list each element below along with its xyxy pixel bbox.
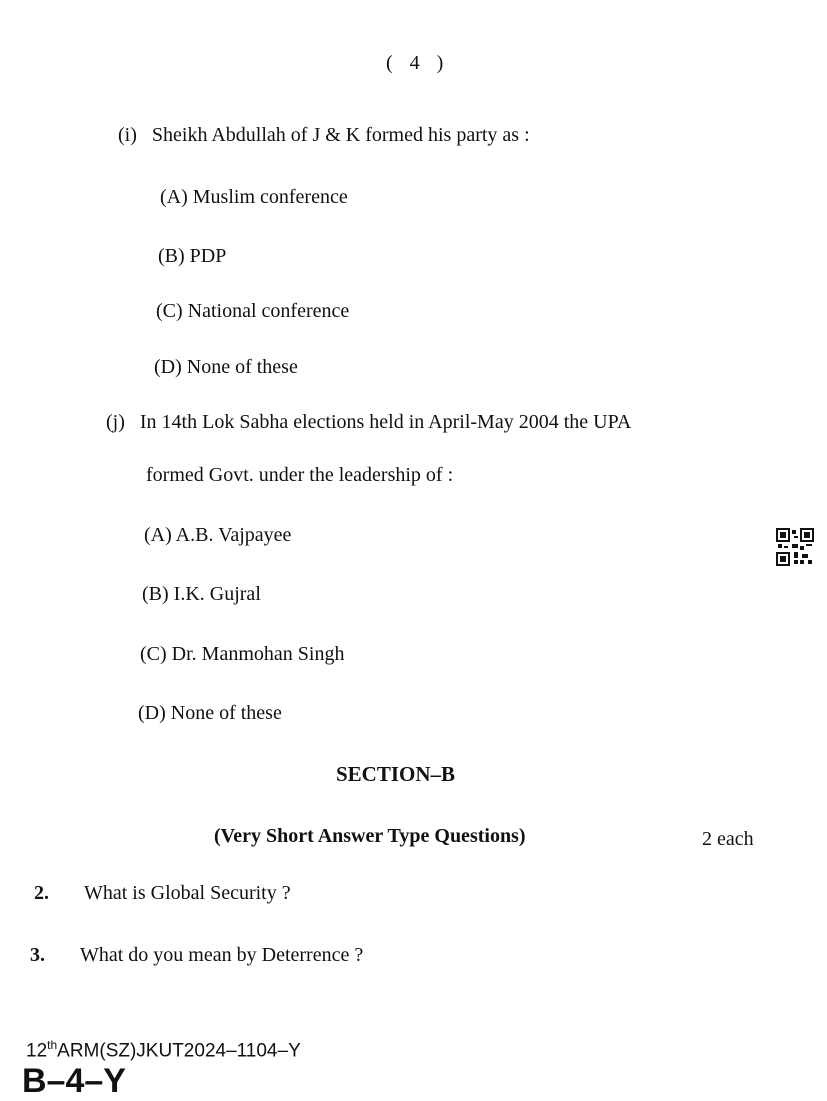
paper-code-rest: ARM(SZ)JKUT2024–1104–Y xyxy=(57,1040,301,1062)
option-b xyxy=(158,245,226,268)
option-text: I.K. Gujral xyxy=(173,583,261,605)
option-letter: (C) xyxy=(140,643,167,665)
option-letter: (D) xyxy=(154,356,182,378)
short-question-3 xyxy=(30,944,363,967)
option-b xyxy=(142,583,261,606)
option-letter: (B) xyxy=(158,245,185,267)
option-text: PDP xyxy=(189,245,227,267)
question-number: 3. xyxy=(30,944,45,966)
question-text: What is Global Security ? xyxy=(84,882,291,904)
option-letter: (D) xyxy=(138,702,166,724)
option-text: Dr. Manmohan Singh xyxy=(171,643,345,665)
option-letter: (C) xyxy=(156,300,183,322)
option-a xyxy=(144,524,291,547)
paper-code-superscript: th xyxy=(47,1038,58,1052)
question-number: (j) xyxy=(106,411,125,433)
paper-code-prefix: 12 xyxy=(26,1040,48,1062)
question-number: (i) xyxy=(118,124,137,146)
question-j-continued: formed Govt. under the leadership of : xyxy=(146,464,454,486)
question-text: What do you mean by Deterrence ? xyxy=(80,944,364,966)
option-text: A.B. Vajpayee xyxy=(175,524,292,546)
option-text: None of these xyxy=(186,356,298,378)
page-number: ( 4 ) xyxy=(386,52,450,74)
question-j xyxy=(106,411,631,434)
question-i xyxy=(118,124,530,147)
option-letter: (B) xyxy=(142,583,169,605)
option-d xyxy=(138,702,282,725)
booklet-code: B–4–Y xyxy=(22,1062,126,1100)
option-text: National conference xyxy=(187,300,350,322)
option-d xyxy=(154,356,298,379)
paper-code xyxy=(26,1038,301,1062)
option-a xyxy=(160,186,348,209)
section-subtitle: (Very Short Answer Type Questions) xyxy=(214,825,526,847)
section-title: SECTION–B xyxy=(336,762,456,786)
option-text: Muslim conference xyxy=(192,186,348,208)
option-text: None of these xyxy=(170,702,282,724)
question-text: In 14th Lok Sabha elections held in April-May 2004 the UPA xyxy=(139,411,632,433)
short-question-2 xyxy=(34,882,291,905)
option-letter: (A) xyxy=(160,186,188,208)
question-text: Sheikh Abdullah of J & K formed his party as : xyxy=(151,124,530,146)
option-letter: (A) xyxy=(144,524,172,546)
option-c xyxy=(156,300,349,323)
question-number: 2. xyxy=(34,882,49,904)
qr-code-icon xyxy=(776,528,814,566)
option-c xyxy=(140,643,344,666)
section-marks: 2 each xyxy=(702,828,754,850)
